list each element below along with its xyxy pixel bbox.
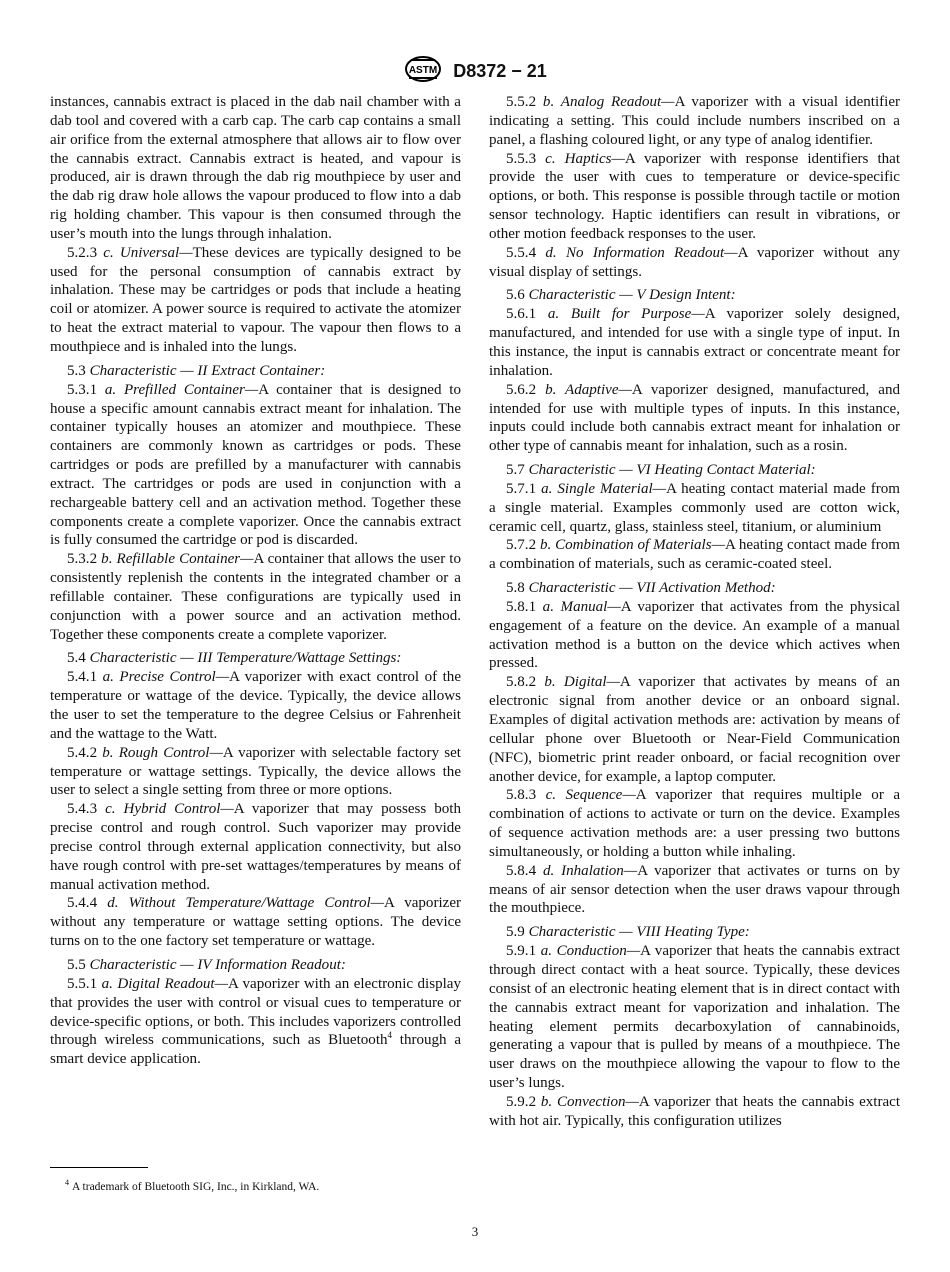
section-5-6-heading: 5.6 Characteristic — V Design Intent: [506,287,736,304]
section-5-9-heading: 5.9 Characteristic — VIII Heating Type: [506,924,750,941]
footnote-divider [50,1167,148,1168]
section-5-4-2: 5.4.2 b. Rough Control—A vaporizer with selectable factory set temperature or wattage settings. Typically, the device allows the user to select a single setting from three or more options. [50,744,461,799]
section-5-7-1: 5.7.1 a. Single Material—A heating contact material made from a single material. Examples commonly used are cotton wick, ceramic cell, quartz, glass, stainless steel, titanium, or aluminium [489,480,900,535]
section-5-6-2: 5.6.2 b. Adaptive—A vaporizer designed, manufactured, and intended for use with multiple types of inputs. In this instance, inputs could include both cannabis extract meant for inhalation or other type of cannabis meant for inhalation, such as a rosin. [489,381,901,455]
section-5-3-1: 5.3.1 a. Prefilled Container—A container that is designed to house a specific amount cannabis extract meant for inhalation. The container typically houses an atomizer and mouthpiece. These containers are commonly known as cartridges or pods. These cartridges or pods are prefilled by a manufacturer with cannabis extract. The cartridges or pods are used in conjunction with a rechargeable battery cell and an activation method. Together these components create a complete vaporizer. Once the cannabis extract is fully consumed the cartridge or pod is discarded. [50,381,461,549]
paragraph-continuation: instances, cannabis extract is placed in the dab nail chamber with a dab tool and covered with a carb cap. The carb cap contains a small air orifice from the external atmosphere that allows air to flow over the cannabis extract. Cannabis extract is heated, and vapour is produced, air is drawn through the dab rig mouthpiece by user and the dab rig draw hole allows the vapour produced to flow into a dab rig holding chamber. This vapour is then consumed through the user’s mouth into the lungs through inhalation. [50,94,461,242]
section-5-9-1: 5.9.1 a. Conduction—A vaporizer that heats the cannabis extract through direct contact with a heat source. Typically, these devices consist of an electronic heating element that is in direct contact with the cannabis extract meant for vaporization and inhalation. The heating element permits decarboxylation of cannabinoids, generating a vapour that is pulled by means of a mouthpiece. The user draws on the mouthpiece allowing the vapour to flow to the user’s lungs. [489,943,900,1092]
section-5-4-3: 5.4.3 c. Hybrid Control—A vaporizer that may possess both precise control and rough control. Such vaporizer may provide precise control through external application connectivity, but also have rough control with pre-set wattages/temperatures by means of manual activation method. [50,801,461,893]
section-5-7-2: 5.7.2 b. Combination of Materials—A heating contact made from a combination of materials, such as ceramic-coated steel. [489,537,900,573]
astm-logo [403,55,443,88]
section-5-8-2: 5.8.2 b. Digital—A vaporizer that activates by means of an electronic signal from another device or an onboard signal. Examples of digital activation methods are: activation by means of cellular phone over Bluetooth or Near-Field Communication (NFC), biometric print reader onboard, or facial recognition over another device, for example, a laptop computer. [489,674,900,785]
page-header [0,55,950,88]
section-5-8-1: 5.8.1 a. Manual—A vaporizer that activates from the physical engagement of a feature on the device. An example of a manual activation method is a button on the device which actives when pressed. [489,598,900,672]
footnote: $^4$ A trademark of Bluetooth SIG, Inc., in Kirkland, WA. [65,1178,320,1193]
section-5-3-2: 5.3.2 b. Refillable Container—A container that allows the user to consistently replenish the contents in the integrated chamber or a refillable container. These configurations are typically used in conjunction with a power source and an activation method. Together these components create a complete vaporizer. [50,551,461,643]
section-5-3-heading: 5.3 Characteristic — II Extract Container: [67,362,326,379]
page-number: 3 [471,1224,479,1239]
section-5-2-3: 5.2.3 c. Universal—These devices are typically designed to be used for the personal consumption of cannabis extract by inhalation. These may be cartridges or pods that include a heating coil or atomizer. A power source is required to activate the atomizer to heat the extract material to vapour. The vapour then flows to a mouthpiece and is inhaled into the lungs. [50,244,461,355]
section-5-7-heading: 5.7 Characteristic — VI Heating Contact Material: [506,462,816,479]
svg-text:ASTM: ASTM [409,65,438,76]
section-5-5-1: 5.5.1 a. Digital Readout—A vaporizer with an electronic display that provides the user with control or visual cues to temperature or device-specific options, or both. This includes vaporizers controlled through wireless communications, such as Bluetooth$^4$ through a smart device application. [50,975,462,1068]
section-5-5-3: 5.5.3 c. Haptics—A vaporizer with response identifiers that provide the user with cues to temperature or device-specific options, or both. This response is possible through tactile or motion sensor technology. Haptic identifiers can result in vibrations, or other motion feedback responses to the user. [489,150,901,242]
section-5-4-heading: 5.4 Characteristic — III Temperature/Wattage Settings: [67,650,402,667]
section-5-5-heading: 5.5 Characteristic — IV Information Readout: [67,956,346,973]
section-5-5-2: 5.5.2 b. Analog Readout—A vaporizer with a visual identifier indicating a setting. This could include numbers inscribed on a panel, a flashing coloured light, or any type of analog identifier. [489,94,901,148]
section-5-5-4: 5.5.4 d. No Information Readout—A vaporizer without any visual display of settings. [489,244,901,280]
section-5-8-4: 5.8.4 d. Inhalation—A vaporizer that activates or turns on by means of air sensor detection when the user draws vapour through the mouthpiece. [489,862,901,917]
section-5-6-1: 5.6.1 a. Built for Purpose—A vaporizer solely designed, manufactured, and intended for use with a single type of input. In this instance, the input is cannabis extract or concentrate meant for inhalation. [489,306,900,379]
section-5-4-1: 5.4.1 a. Precise Control—A vaporizer with exact control of the temperature or wattage of the device. Typically, the device allows the user to set the temperature to the degree Celsius or Fahrenheit and the wattage to the Watt. [50,669,461,742]
section-5-8-heading: 5.8 Characteristic — VII Activation Method: [506,580,776,597]
footnote-reference: 4 [387,1030,393,1041]
document-number: D8372 − 21 [453,61,547,81]
right-column [489,93,900,1131]
section-5-8-3: 5.8.3 c. Sequence—A vaporizer that requires multiple or a combination of actions to activate or turn on the device. Examples of sequence activation methods are: a user pressing two buttons simultaneously, or holding a button while inhaling. [489,787,901,860]
section-5-4-4: 5.4.4 d. Without Temperature/Wattage Control—A vaporizer without any temperature or wattage setting options. The device turns on to the one factory set temperature or wattage. [50,895,462,950]
section-5-9-2: 5.9.2 b. Convection—A vaporizer that heats the cannabis extract with hot air. Typically, this configuration utilizes [489,1093,901,1129]
left-column [50,93,461,1069]
